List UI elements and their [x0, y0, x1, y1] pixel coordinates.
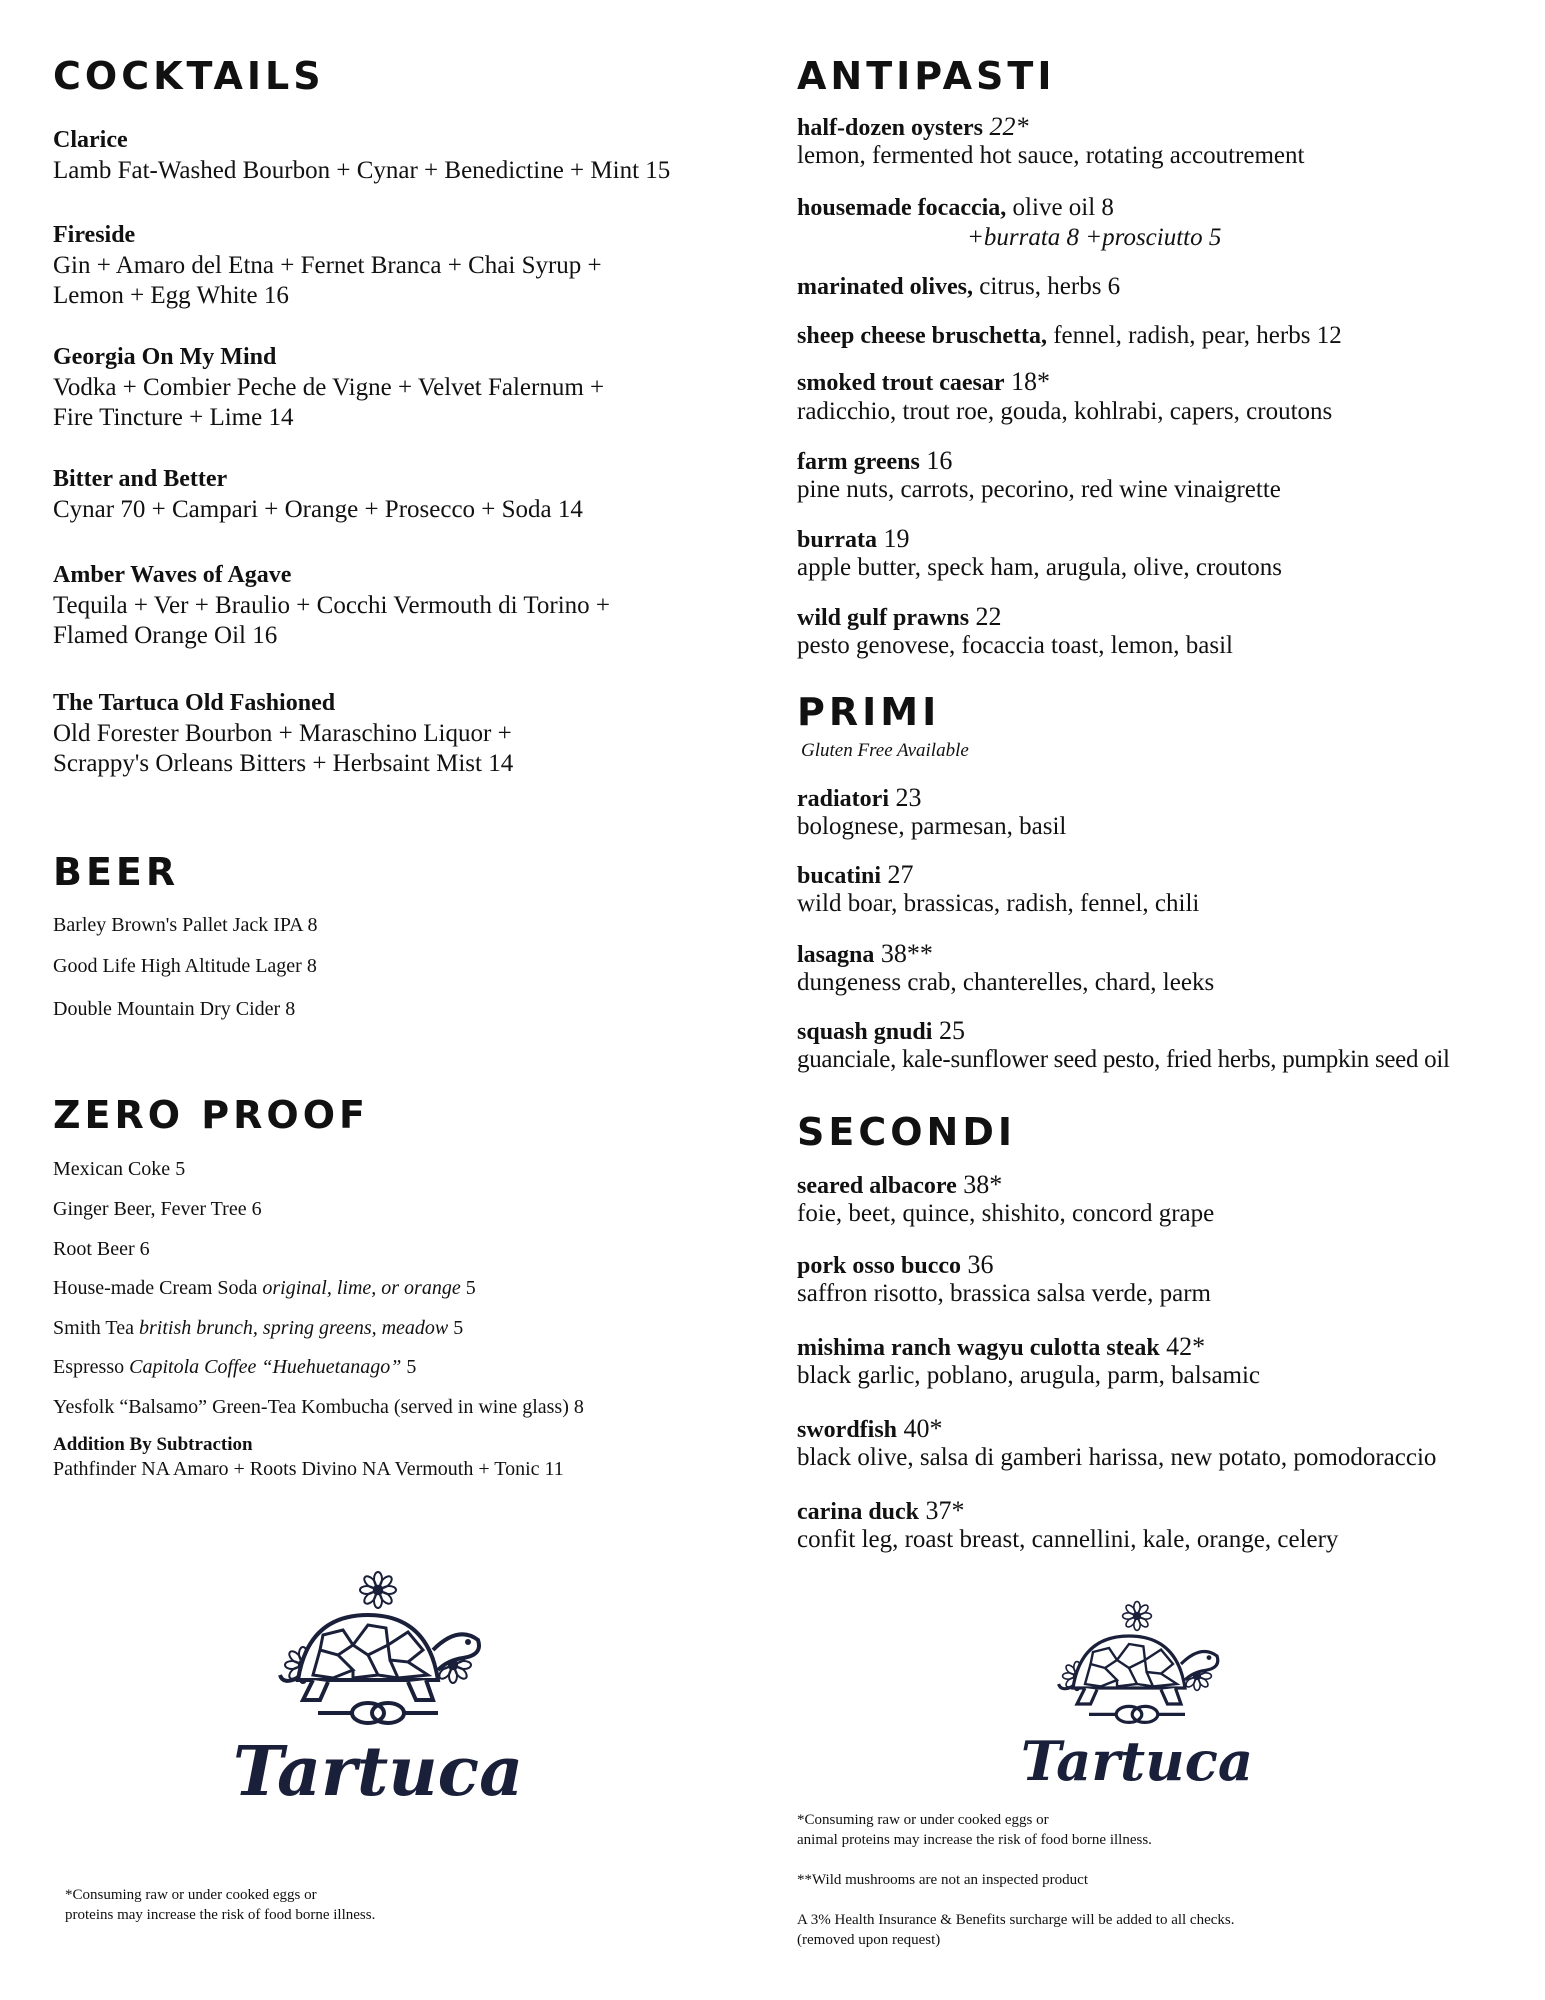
primi-heading: PRIMI	[797, 690, 941, 734]
antipasti-item	[797, 322, 1342, 350]
zero-proof-item	[53, 1277, 476, 1300]
zero-proof-item-price: 5	[401, 1356, 417, 1378]
beer-item: Good Life High Altitude Lager 8	[53, 955, 317, 977]
right-footnote-raw-line2: animal proteins may increase the risk of food borne illness.	[797, 1832, 1152, 1848]
left-footnote-line1: *Consuming raw or under cooked eggs or	[65, 1887, 317, 1903]
cocktail-desc: Tequila + Ver + Braulio + Cocchi Vermouth di Torino +	[53, 592, 610, 619]
dish-desc: confit leg, roast breast, cannellini, kale, orange, celery	[797, 1526, 1339, 1553]
dish-price: 18*	[1004, 367, 1051, 396]
dish-desc: dungeness crab, chanterelles, chard, leeks	[797, 969, 1215, 996]
zero-proof-item-price: 5	[460, 1277, 476, 1299]
cocktails-heading: COCKTAILS	[53, 54, 325, 98]
turtle-icon	[1059, 1636, 1218, 1704]
secondi-item	[797, 1496, 965, 1526]
right-footnote-surcharge: A 3% Health Insurance & Benefits surcharge will be added to all checks.	[797, 1912, 1235, 1928]
zero-proof-item-price: 5	[448, 1317, 464, 1339]
dish-name: pork osso bucco	[797, 1253, 962, 1279]
zero-proof-item-text: Espresso	[53, 1356, 130, 1378]
dish-desc: apple butter, speck ham, arugula, olive, croutons	[797, 554, 1282, 581]
secondi-item	[797, 1250, 994, 1280]
dish-desc: lemon, fermented hot sauce, rotating accoutrement	[797, 142, 1305, 169]
right-footnote-mushrooms: **Wild mushrooms are not an inspected product	[797, 1872, 1088, 1888]
cocktail-name: Amber Waves of Agave	[53, 562, 292, 588]
dish-name: bucatini	[797, 863, 882, 889]
zero-proof-item-options: original, lime, or orange	[262, 1277, 461, 1299]
dish-name: squash gnudi	[797, 1019, 933, 1045]
primi-note: Gluten Free Available	[801, 740, 969, 761]
antipasti-item	[797, 273, 1120, 301]
dish-inline-desc: fennel, radish, pear, herbs 12	[1046, 322, 1342, 349]
zero-proof-item: Ginger Beer, Fever Tree 6	[53, 1198, 262, 1220]
zero-proof-item: Mexican Coke 5	[53, 1158, 186, 1180]
cocktail-desc: Gin + Amaro del Etna + Fernet Branca + Chai Syrup +	[53, 252, 602, 279]
primi-item	[797, 783, 921, 813]
dish-price: 22*	[982, 112, 1029, 141]
zero-proof-item-text: House-made Cream Soda	[53, 1277, 263, 1299]
dish-price: 27	[881, 860, 914, 889]
knot-icon	[318, 1703, 438, 1723]
primi-item	[797, 1016, 965, 1046]
dish-price: 22	[969, 602, 1002, 631]
cocktail-name: Fireside	[53, 222, 136, 248]
dish-price: 38**	[874, 939, 933, 968]
dish-addons: +burrata 8 +prosciutto 5	[967, 224, 1222, 251]
dish-desc: foie, beet, quince, shishito, concord grape	[797, 1200, 1215, 1227]
dish-price: 37*	[919, 1496, 965, 1525]
beer-item: Double Mountain Dry Cider 8	[53, 998, 296, 1020]
dish-desc: pine nuts, carrots, pecorino, red wine vinaigrette	[797, 476, 1281, 503]
dish-name: mishima ranch wagyu culotta steak	[797, 1335, 1160, 1361]
turtle-icon	[280, 1615, 479, 1700]
cocktail-name: Clarice	[53, 127, 128, 153]
antipasti-item	[797, 112, 1028, 142]
cocktail-name: The Tartuca Old Fashioned	[53, 690, 336, 716]
dish-price: 42*	[1159, 1332, 1206, 1361]
dish-name: lasagna	[797, 942, 875, 968]
dish-price: 19	[877, 524, 910, 553]
zero-proof-item-options: Capitola Coffee “Huehuetanago”	[129, 1356, 402, 1378]
secondi-item	[797, 1170, 1002, 1200]
zero-proof-item: Root Beer 6	[53, 1238, 150, 1260]
dish-price: 38*	[956, 1170, 1003, 1199]
primi-item	[797, 860, 914, 890]
dish-name: radiatori	[797, 786, 889, 812]
zero-proof-heading: ZERO PROOF	[53, 1093, 369, 1137]
dish-name: swordfish	[797, 1417, 898, 1443]
dish-price: 40*	[897, 1414, 943, 1443]
dish-desc: black garlic, poblano, arugula, parm, balsamic	[797, 1362, 1261, 1389]
cocktail-desc: Flamed Orange Oil 16	[53, 622, 278, 649]
flower-icon	[1123, 1602, 1152, 1631]
cocktail-name: Georgia On My Mind	[53, 344, 277, 370]
cocktail-desc: Cynar 70 + Campari + Orange + Prosecco + Soda 14	[53, 496, 583, 523]
dish-price: 25	[932, 1016, 965, 1045]
antipasti-heading: ANTIPASTI	[797, 54, 1056, 98]
cocktail-desc: Scrappy's Orleans Bitters + Herbsaint Mist 14	[53, 750, 514, 777]
dish-name: marinated olives,	[797, 274, 973, 300]
zero-proof-item: Yesfolk “Balsamo” Green-Tea Kombucha (served in wine glass) 8	[53, 1396, 584, 1418]
right-footnote-surcharge-note: (removed upon request)	[797, 1932, 941, 1948]
dish-price: 16	[919, 446, 953, 475]
dish-inline-desc: citrus, herbs 6	[972, 273, 1121, 300]
cocktail-desc: Old Forester Bourbon + Maraschino Liquor +	[53, 720, 512, 747]
right-footnote-raw-line1: *Consuming raw or under cooked eggs or	[797, 1812, 1049, 1828]
flower-icon	[360, 1572, 396, 1608]
left-footnote-line2: proteins may increase the risk of food borne illness.	[65, 1907, 376, 1923]
dish-desc: saffron risotto, brassica salsa verde, parm	[797, 1280, 1211, 1307]
cocktail-desc: Lemon + Egg White 16	[53, 282, 289, 309]
dish-name: burrata	[797, 527, 877, 553]
tartuca-logo	[1017, 1600, 1257, 1800]
zero-proof-item	[53, 1317, 463, 1340]
logo-wordmark: Tartuca	[1020, 1729, 1254, 1793]
logo-wordmark: Tartuca	[232, 1732, 524, 1812]
dish-desc: bolognese, parmesan, basil	[797, 813, 1067, 840]
dish-price: 23	[888, 783, 922, 812]
secondi-heading: SECONDI	[797, 1110, 1017, 1154]
dish-name: half-dozen oysters	[797, 115, 983, 141]
dish-name: farm greens	[797, 449, 920, 475]
dish-name: smoked trout caesar	[797, 370, 1005, 396]
dish-inline-desc: olive oil 8	[1006, 194, 1114, 221]
dish-name: housemade focaccia,	[797, 195, 1007, 221]
cocktail-desc: Vodka + Combier Peche de Vigne + Velvet Falernum +	[53, 374, 605, 401]
beer-heading: BEER	[53, 850, 180, 894]
cocktail-desc: Fire Tincture + Lime 14	[53, 404, 294, 431]
dish-price: 36	[961, 1250, 994, 1279]
zero-proof-item-text: Smith Tea	[53, 1317, 140, 1339]
antipasti-item	[797, 446, 952, 476]
dish-desc: wild boar, brassicas, radish, fennel, chili	[797, 890, 1200, 917]
antipasti-item	[797, 367, 1050, 397]
dish-name: sheep cheese bruschetta,	[797, 323, 1047, 349]
antipasti-item	[797, 194, 1114, 222]
addition-name: Addition By Subtraction	[53, 1434, 253, 1455]
tartuca-logo	[228, 1570, 528, 1820]
addition-desc: Pathfinder NA Amaro + Roots Divino NA Vermouth + Tonic 11	[53, 1458, 564, 1480]
dish-desc: radicchio, trout roe, gouda, kohlrabi, capers, croutons	[797, 398, 1333, 425]
cocktail-name: Bitter and Better	[53, 466, 228, 492]
zero-proof-item	[53, 1356, 416, 1379]
dish-desc: pesto genovese, focaccia toast, lemon, basil	[797, 632, 1233, 659]
zero-proof-item-options: british brunch, spring greens, meadow	[139, 1317, 449, 1339]
antipasti-item	[797, 602, 1002, 632]
dish-name: wild gulf prawns	[797, 605, 970, 631]
knot-icon	[1089, 1706, 1185, 1722]
dish-name: carina duck	[797, 1499, 920, 1525]
cocktail-desc: Lamb Fat-Washed Bourbon + Cynar + Benedictine + Mint 15	[53, 157, 671, 184]
dish-name: seared albacore	[797, 1173, 957, 1199]
secondi-item	[797, 1414, 943, 1444]
antipasti-item	[797, 524, 910, 554]
secondi-item	[797, 1332, 1205, 1362]
dish-desc: guanciale, kale-sunflower seed pesto, fried herbs, pumpkin seed oil	[797, 1046, 1450, 1073]
beer-item: Barley Brown's Pallet Jack IPA 8	[53, 914, 318, 936]
primi-item	[797, 939, 933, 969]
dish-desc: black olive, salsa di gamberi harissa, new potato, pomodoraccio	[797, 1444, 1437, 1471]
